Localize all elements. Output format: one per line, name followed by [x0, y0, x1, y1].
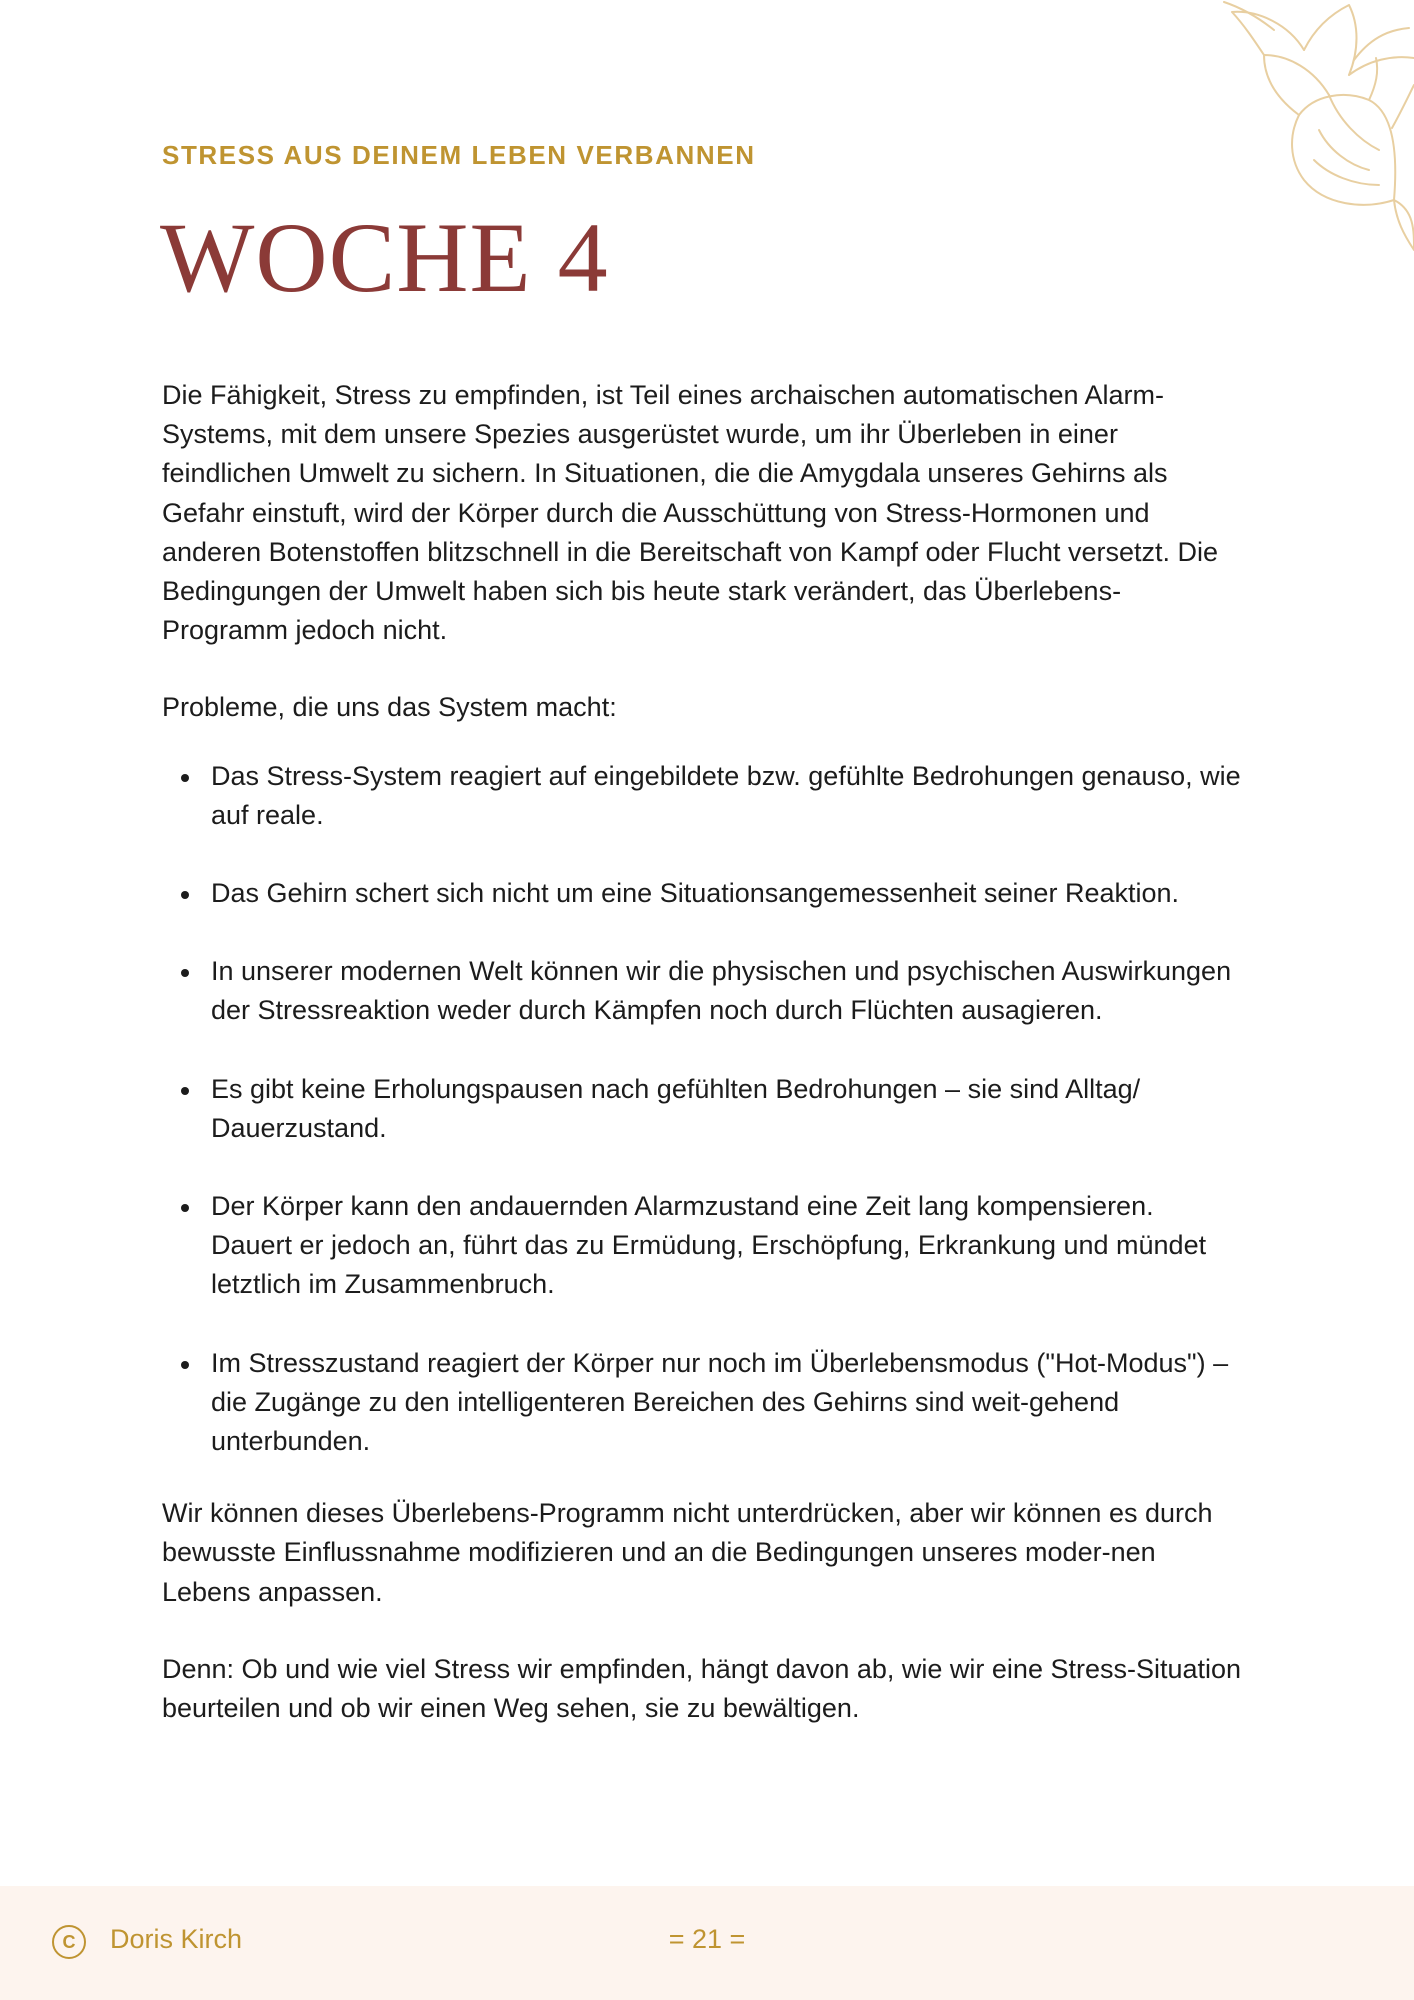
bullet-icon [181, 774, 189, 782]
list-item [162, 952, 1242, 1030]
list-item-text: Es gibt keine Erholungspausen nach gefühlten Bedrohungen – sie sind Alltag/ Dauerzustand. [211, 1073, 1141, 1143]
bullet-icon [181, 1087, 189, 1095]
outro-paragraph: Wir können dieses Überlebens-Programm nicht unterdrücken, aber wir können es durch bewusste Einflussnahme modifizieren und an die Bedingungen unseres moder-nen Lebens anpassen. [162, 1498, 1213, 1607]
list-item-text: Im Stresszustand reagiert der Körper nur noch im Überlebensmodus ("Hot-Modus") – die Zugänge zu den intelligenteren Bereichen des Gehirns sind weit-gehend unterbunden. [211, 1347, 1229, 1457]
intro-paragraph: Die Fähigkeit, Stress zu empfinden, ist Teil eines archaischen automatischen Alarm-Systems, mit dem unsere Spezies ausgerüstet wurde, um ihr Überleben in einer feindlichen Umwelt zu sichern. In Situationen, die die Amygdala unseres Gehirns als Gefahr einstuft, wird der Körper durch die Ausschüttung von Stress-Hormonen und anderen Botenstoffen blitzschnell in die Bereitschaft von Kampf oder Flucht versetzt. Die Bedingungen der Umwelt haben sich bis heute stark verändert, das Überlebens-Programm jedoch nicht. [162, 380, 1219, 646]
list-item [162, 757, 1242, 835]
page-number: = 21 = [668, 1924, 746, 1954]
closing-paragraph: Denn: Ob und wie viel Stress wir empfinden, hängt davon ab, wie wir eine Stress-Situation beurteilen und ob wir einen Weg sehen, sie zu bewältigen. [162, 1653, 1242, 1724]
main-content [162, 376, 1242, 1728]
page-footer [0, 1886, 1414, 2000]
list-item [162, 1187, 1242, 1305]
list-item [162, 874, 1242, 913]
list-item-text: In unserer modernen Welt können wir die physischen und psychischen Auswirkungen der Stressreaktion weder durch Kämpfen noch durch Flüchten ausagieren. [211, 956, 1232, 1026]
problems-list [162, 757, 1242, 1462]
bullet-icon [181, 1361, 189, 1369]
list-item [162, 1344, 1242, 1462]
bullet-icon [181, 969, 189, 977]
problems-lead: Probleme, die uns das System macht: [162, 692, 617, 723]
page-title: WOCHE 4 [160, 202, 609, 313]
flower-ornament [1114, 0, 1414, 270]
bullet-icon [181, 1204, 189, 1212]
list-item-text: Der Körper kann den andauernden Alarmzustand eine Zeit lang kompensieren. Dauert er jedoch an, führt das zu Ermüdung, Erschöpfung, Erkrankung und mündet letztlich im Zusammenbruch. [211, 1191, 1207, 1300]
list-item-text: Das Gehirn schert sich nicht um eine Situationsangemessenheit seiner Reaktion. [211, 878, 1180, 909]
author-name: Doris Kirch [110, 1924, 243, 1954]
bullet-icon [181, 891, 189, 899]
list-item-text: Das Stress-System reagiert auf eingebildete bzw. gefühlte Bedrohungen genauso, wie auf reale. [211, 760, 1241, 830]
copyright-icon: C [52, 1925, 86, 1959]
list-item [162, 1070, 1242, 1148]
section-kicker: STRESS AUS DEINEM LEBEN VERBANNEN [162, 140, 756, 170]
